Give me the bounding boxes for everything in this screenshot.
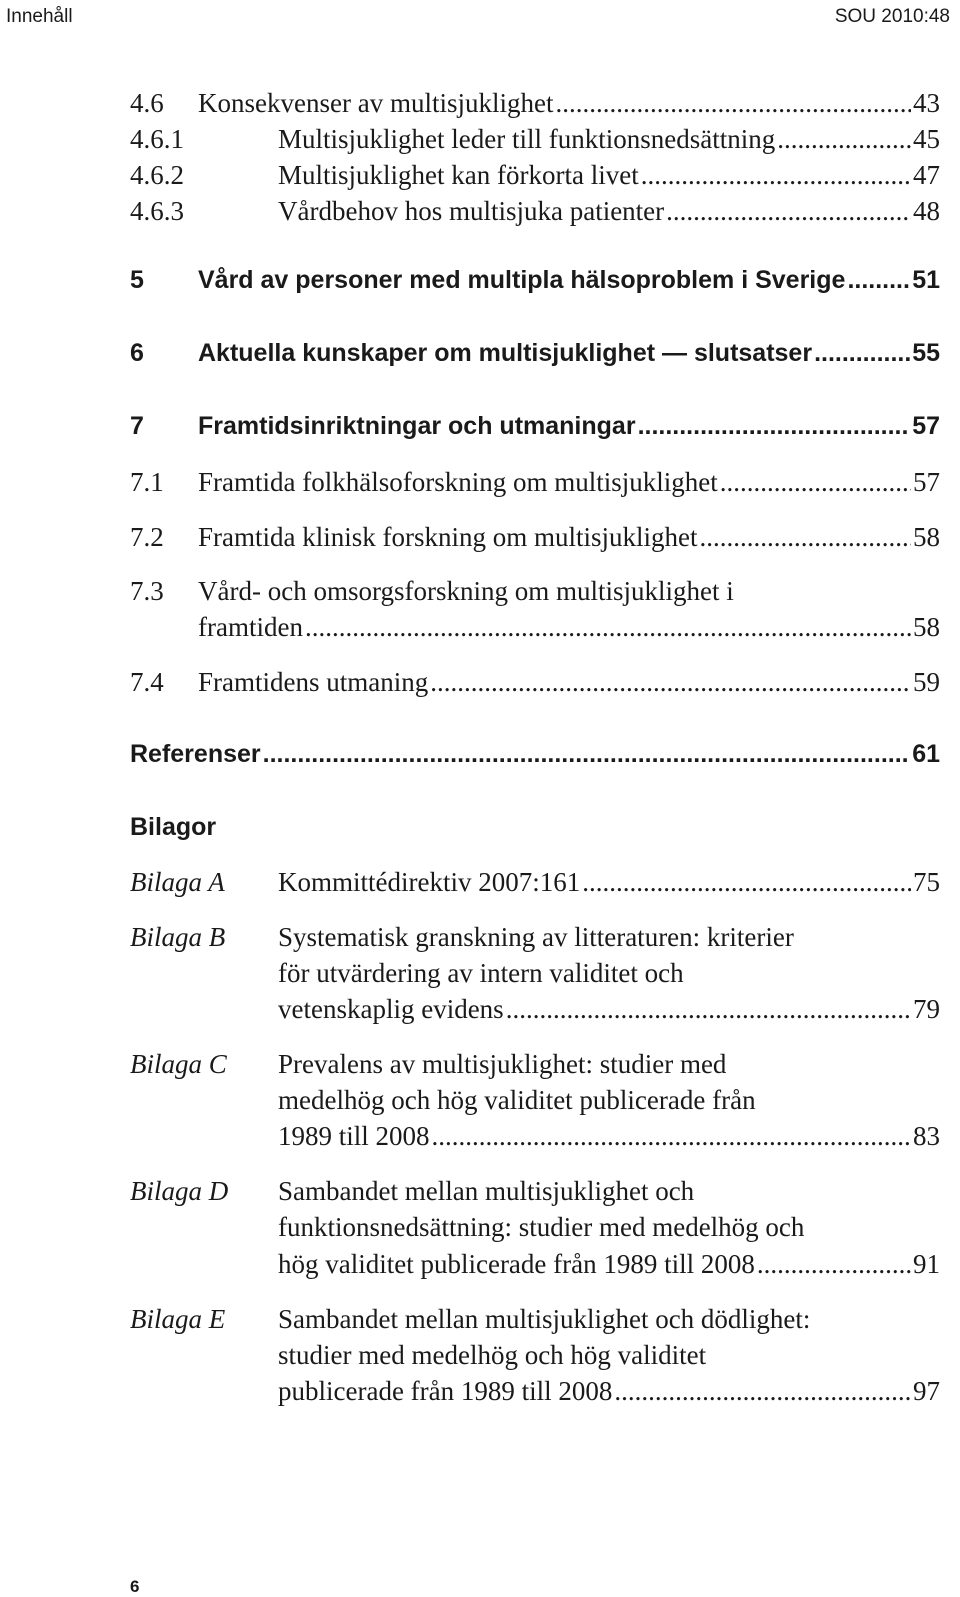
toc-page: 55 (912, 339, 940, 367)
leader-dots (555, 88, 911, 119)
toc-title: hög validitet publicerade från 1989 till 2008 (278, 1249, 755, 1279)
toc-page: 48 (913, 196, 940, 226)
toc-number: 4.6.2 (130, 160, 184, 190)
toc-title: Multisjuklighet leder till funktionsnedsättning (278, 124, 776, 154)
appendices-heading: Bilagor (130, 813, 217, 841)
toc-number: 7.1 (130, 467, 164, 497)
toc-entry-4-6-3[interactable] (130, 196, 940, 227)
toc-page: 47 (913, 160, 940, 190)
toc-entry-4-6-2[interactable] (130, 160, 940, 191)
toc-entry-7-3-second-line[interactable] (198, 612, 940, 643)
toc-page: 75 (913, 867, 940, 897)
leader-dots (847, 266, 910, 295)
toc-page: 57 (913, 467, 940, 497)
toc-title: Multisjuklighet kan förkorta livet (278, 160, 639, 190)
page-number: 6 (130, 1577, 140, 1596)
toc-page: 51 (912, 266, 940, 294)
appendix-d-line-1: Sambandet mellan multisjuklighet och (278, 1176, 695, 1206)
toc-title: Framtida klinisk forskning om multisjuklighet (198, 522, 698, 552)
appendix-entry-d[interactable] (278, 1249, 940, 1280)
toc-chapter-7[interactable] (130, 412, 940, 441)
leader-dots (720, 467, 911, 498)
toc-page: 58 (913, 612, 940, 642)
running-header-section: Innehåll (6, 6, 73, 27)
toc-page: 79 (913, 994, 940, 1024)
toc-number: 5 (130, 266, 144, 294)
appendix-entry-e[interactable] (278, 1376, 940, 1407)
appendix-label-e: Bilaga E (130, 1304, 226, 1334)
toc-entry-7-2[interactable] (130, 522, 940, 553)
toc-title: Framtidens utmaning (198, 667, 429, 697)
running-header-series: SOU 2010:48 (834, 6, 950, 27)
toc-chapter-5[interactable] (130, 266, 940, 295)
leader-dots (757, 1249, 911, 1280)
leader-dots (777, 124, 911, 155)
toc-number: 4.6.3 (130, 196, 184, 226)
toc-entry-4-6[interactable] (130, 88, 940, 119)
appendix-label-d: Bilaga D (130, 1176, 229, 1206)
leader-dots (814, 339, 910, 368)
toc-page: 91 (913, 1249, 940, 1279)
leader-dots (432, 1121, 911, 1152)
toc-title: Framtida folkhälsoforskning om multisjuklighet (198, 467, 718, 497)
leader-dots (641, 160, 911, 191)
toc-page: 43 (913, 88, 940, 118)
toc-number: 6 (130, 339, 144, 367)
appendix-e-line-1: Sambandet mellan multisjuklighet och dödlighet: (278, 1304, 811, 1334)
toc-title: Kommittédirektiv 2007:161 (278, 867, 581, 897)
toc-entry-7-3-first-line[interactable] (130, 576, 734, 607)
leader-dots (506, 994, 911, 1025)
leader-dots (666, 196, 911, 227)
leader-dots (430, 667, 911, 698)
toc-title: Vårdbehov hos multisjuka patienter (278, 196, 665, 226)
leader-dots (700, 522, 912, 553)
toc-entry-7-4[interactable] (130, 667, 940, 698)
toc-number: 7.4 (130, 667, 164, 697)
toc-entry-7-1[interactable] (130, 467, 940, 498)
toc-number: 4.6.1 (130, 124, 184, 154)
appendix-entry-a[interactable] (278, 867, 940, 898)
toc-number: 7.2 (130, 522, 164, 552)
toc-page: 83 (913, 1121, 940, 1151)
appendix-label-c: Bilaga C (130, 1049, 227, 1079)
appendix-label-a: Bilaga A (130, 867, 225, 897)
leader-dots (582, 867, 911, 898)
toc-references[interactable] (130, 740, 940, 769)
toc-title-continued: framtiden (198, 612, 303, 642)
toc-title: 1989 till 2008 (278, 1121, 430, 1151)
toc-title: Referenser (130, 740, 261, 768)
appendix-b-line-1: Systematisk granskning av litteraturen: kriterier (278, 922, 794, 952)
appendix-e-line-2: studier med medelhög och hög validitet (278, 1340, 707, 1370)
toc-page: 57 (912, 412, 940, 440)
appendix-c-line-1: Prevalens av multisjuklighet: studier med (278, 1049, 727, 1079)
appendix-b-line-2: för utvärdering av intern validitet och (278, 958, 684, 988)
toc-title: vetenskaplig evidens (278, 994, 504, 1024)
toc-number: 4.6 (130, 88, 164, 118)
leader-dots (263, 740, 911, 769)
appendix-d-line-2: funktionsnedsättning: studier med medelhög och (278, 1212, 805, 1242)
toc-page: 97 (913, 1376, 940, 1406)
leader-dots (305, 612, 911, 643)
toc-page: 59 (913, 667, 940, 697)
toc-title: Aktuella kunskaper om multisjuklighet — slutsatser (198, 339, 813, 367)
appendix-entry-c[interactable] (278, 1121, 940, 1152)
toc-chapter-6[interactable] (130, 339, 940, 368)
leader-dots (614, 1376, 911, 1407)
appendix-c-line-2: medelhög och hög validitet publicerade från (278, 1085, 756, 1115)
toc-title: Framtidsinriktningar och utmaningar (198, 412, 636, 440)
appendix-entry-b[interactable] (278, 994, 940, 1025)
toc-page: 61 (912, 740, 940, 768)
toc-entry-4-6-1[interactable] (130, 124, 940, 155)
toc-title: Vård- och omsorgsforskning om multisjuklighet i (198, 576, 734, 606)
toc-title: Konsekvenser av multisjuklighet (198, 88, 554, 118)
toc-title: Vård av personer med multipla hälsoproblem i Sverige (198, 266, 846, 294)
toc-page: 45 (913, 124, 940, 154)
appendix-label-b: Bilaga B (130, 922, 226, 952)
leader-dots (638, 412, 911, 441)
toc-page: 58 (913, 522, 940, 552)
toc-number: 7.3 (130, 576, 164, 606)
toc-title: publicerade från 1989 till 2008 (278, 1376, 613, 1406)
toc-number: 7 (130, 412, 144, 440)
